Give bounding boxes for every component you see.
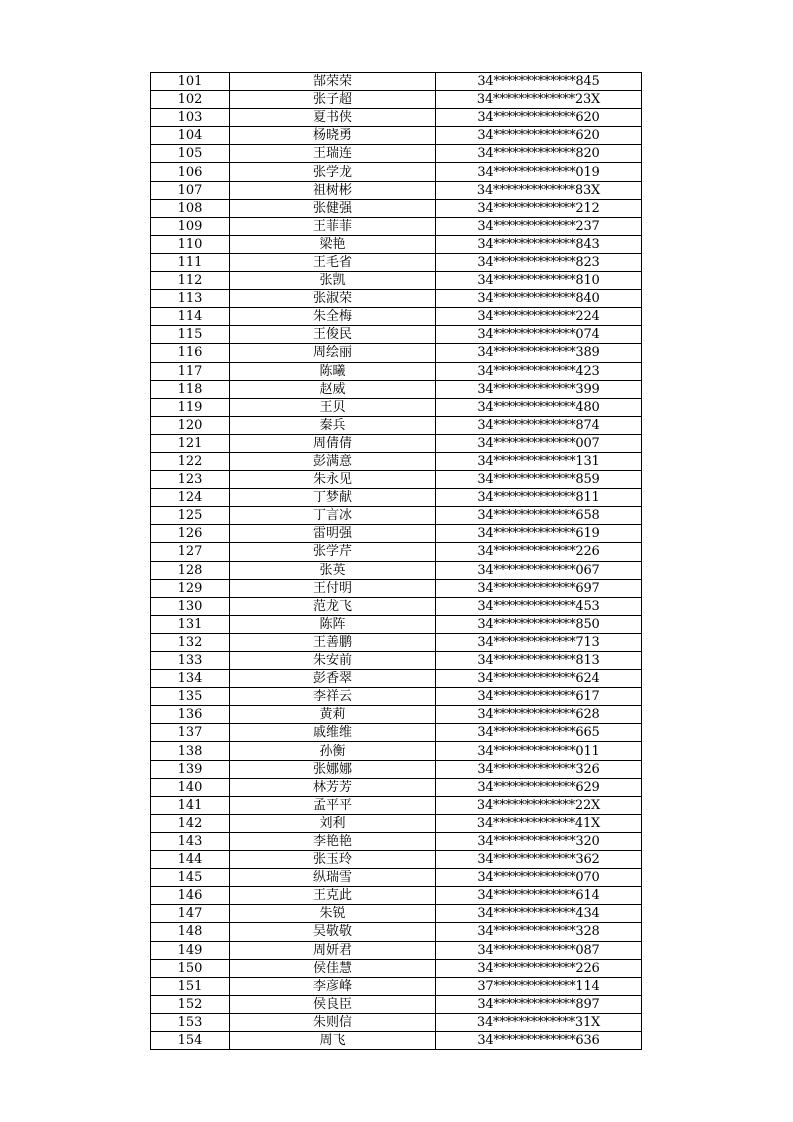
id-number-cell: 34*************226	[436, 959, 642, 977]
name-cell: 孟平平	[230, 796, 436, 814]
id-number-cell: 34*************629	[436, 778, 642, 796]
table-row	[151, 706, 642, 724]
table-row	[151, 670, 642, 688]
row-number-cell: 122	[151, 452, 230, 470]
name-cell: 黄莉	[230, 706, 436, 724]
name-cell: 张凯	[230, 272, 436, 290]
name-cell: 纵瑞雪	[230, 869, 436, 887]
id-number-cell: 34*************628	[436, 706, 642, 724]
row-number-cell: 124	[151, 489, 230, 507]
name-cell: 王付明	[230, 579, 436, 597]
row-number-cell: 153	[151, 1013, 230, 1031]
name-cell: 张子超	[230, 91, 436, 109]
row-number-cell: 138	[151, 742, 230, 760]
row-number-cell: 110	[151, 235, 230, 253]
name-cell: 朱永见	[230, 471, 436, 489]
id-number-cell: 34*************434	[436, 905, 642, 923]
table-row	[151, 887, 642, 905]
row-number-cell: 115	[151, 326, 230, 344]
id-number-cell: 34*************131	[436, 452, 642, 470]
id-number-cell: 34*************019	[436, 163, 642, 181]
row-number-cell: 132	[151, 633, 230, 651]
table-row	[151, 434, 642, 452]
row-number-cell: 129	[151, 579, 230, 597]
row-number-cell: 130	[151, 597, 230, 615]
name-cell: 李艳艳	[230, 832, 436, 850]
id-number-cell: 34*************399	[436, 380, 642, 398]
id-number-cell: 34*************224	[436, 308, 642, 326]
table-row	[151, 869, 642, 887]
row-number-cell: 154	[151, 1031, 230, 1049]
id-number-cell: 34*************620	[436, 109, 642, 127]
name-cell: 张学芹	[230, 543, 436, 561]
table-row	[151, 217, 642, 235]
roster-table	[150, 72, 642, 1050]
row-number-cell: 135	[151, 688, 230, 706]
name-cell: 雷明强	[230, 525, 436, 543]
id-number-cell: 34*************713	[436, 633, 642, 651]
name-cell: 王克此	[230, 887, 436, 905]
name-cell: 戚维维	[230, 724, 436, 742]
name-cell: 王毛省	[230, 253, 436, 271]
table-row	[151, 742, 642, 760]
id-number-cell: 34*************453	[436, 597, 642, 615]
id-number-cell: 34*************328	[436, 923, 642, 941]
name-cell: 刘利	[230, 814, 436, 832]
table-row	[151, 127, 642, 145]
name-cell: 张玉玲	[230, 851, 436, 869]
table-row	[151, 995, 642, 1013]
row-number-cell: 112	[151, 272, 230, 290]
id-number-cell: 34*************840	[436, 290, 642, 308]
table-row	[151, 145, 642, 163]
id-number-cell: 37*************114	[436, 977, 642, 995]
id-number-cell: 34*************31X	[436, 1013, 642, 1031]
name-cell: 李彦峰	[230, 977, 436, 995]
table-row	[151, 778, 642, 796]
name-cell: 丁梦献	[230, 489, 436, 507]
id-number-cell: 34*************624	[436, 670, 642, 688]
table-row	[151, 977, 642, 995]
row-number-cell: 119	[151, 398, 230, 416]
table-row	[151, 272, 642, 290]
row-number-cell: 105	[151, 145, 230, 163]
id-number-cell: 34*************480	[436, 398, 642, 416]
name-cell: 侯良臣	[230, 995, 436, 1013]
row-number-cell: 147	[151, 905, 230, 923]
id-number-cell: 34*************697	[436, 579, 642, 597]
id-number-cell: 34*************067	[436, 561, 642, 579]
table-row	[151, 597, 642, 615]
name-cell: 周倩倩	[230, 434, 436, 452]
row-number-cell: 149	[151, 941, 230, 959]
id-number-cell: 34*************007	[436, 434, 642, 452]
id-number-cell: 34*************620	[436, 127, 642, 145]
row-number-cell: 145	[151, 869, 230, 887]
name-cell: 王贝	[230, 398, 436, 416]
name-cell: 王俊民	[230, 326, 436, 344]
name-cell: 朱锐	[230, 905, 436, 923]
table-row	[151, 923, 642, 941]
table-row	[151, 525, 642, 543]
row-number-cell: 108	[151, 199, 230, 217]
name-cell: 张健强	[230, 199, 436, 217]
id-number-cell: 34*************614	[436, 887, 642, 905]
table-row	[151, 308, 642, 326]
row-number-cell: 144	[151, 851, 230, 869]
name-cell: 张淑荣	[230, 290, 436, 308]
row-number-cell: 137	[151, 724, 230, 742]
row-number-cell: 128	[151, 561, 230, 579]
id-number-cell: 34*************423	[436, 362, 642, 380]
id-number-cell: 34*************859	[436, 471, 642, 489]
id-number-cell: 34*************326	[436, 760, 642, 778]
table-row	[151, 199, 642, 217]
name-cell: 侯佳慧	[230, 959, 436, 977]
table-row	[151, 760, 642, 778]
id-number-cell: 34*************011	[436, 742, 642, 760]
name-cell: 陈曦	[230, 362, 436, 380]
row-number-cell: 148	[151, 923, 230, 941]
row-number-cell: 120	[151, 416, 230, 434]
table-row	[151, 579, 642, 597]
row-number-cell: 111	[151, 253, 230, 271]
id-number-cell: 34*************362	[436, 851, 642, 869]
table-row	[151, 452, 642, 470]
name-cell: 孙衡	[230, 742, 436, 760]
id-number-cell: 34*************619	[436, 525, 642, 543]
id-number-cell: 34*************226	[436, 543, 642, 561]
row-number-cell: 103	[151, 109, 230, 127]
name-cell: 周绘丽	[230, 344, 436, 362]
id-number-cell: 34*************874	[436, 416, 642, 434]
row-number-cell: 121	[151, 434, 230, 452]
row-number-cell: 150	[151, 959, 230, 977]
row-number-cell: 141	[151, 796, 230, 814]
name-cell: 王瑞连	[230, 145, 436, 163]
name-cell: 朱则信	[230, 1013, 436, 1031]
name-cell: 朱安前	[230, 652, 436, 670]
name-cell: 林芳芳	[230, 778, 436, 796]
id-number-cell: 34*************23X	[436, 91, 642, 109]
name-cell: 赵威	[230, 380, 436, 398]
table-row	[151, 344, 642, 362]
name-cell: 周妍君	[230, 941, 436, 959]
table-row	[151, 91, 642, 109]
name-cell: 周飞	[230, 1031, 436, 1049]
table-row	[151, 543, 642, 561]
table-row	[151, 398, 642, 416]
id-number-cell: 34*************41X	[436, 814, 642, 832]
row-number-cell: 104	[151, 127, 230, 145]
name-cell: 彭香翠	[230, 670, 436, 688]
table-row	[151, 471, 642, 489]
table-row	[151, 1013, 642, 1031]
id-number-cell: 34*************22X	[436, 796, 642, 814]
row-number-cell: 140	[151, 778, 230, 796]
row-number-cell: 107	[151, 181, 230, 199]
table-row	[151, 507, 642, 525]
name-cell: 丁言冰	[230, 507, 436, 525]
name-cell: 张学龙	[230, 163, 436, 181]
name-cell: 吴敬敬	[230, 923, 436, 941]
name-cell: 夏书侠	[230, 109, 436, 127]
table-row	[151, 561, 642, 579]
table-row	[151, 941, 642, 959]
name-cell: 梁艳	[230, 235, 436, 253]
table-row	[151, 163, 642, 181]
table-row	[151, 633, 642, 651]
table-row	[151, 851, 642, 869]
table-row	[151, 290, 642, 308]
id-number-cell: 34*************658	[436, 507, 642, 525]
name-cell: 王善鹏	[230, 633, 436, 651]
name-cell: 彭满意	[230, 452, 436, 470]
row-number-cell: 152	[151, 995, 230, 1013]
id-number-cell: 34*************074	[436, 326, 642, 344]
id-number-cell: 34*************617	[436, 688, 642, 706]
id-number-cell: 34*************850	[436, 615, 642, 633]
row-number-cell: 114	[151, 308, 230, 326]
name-cell: 杨晓勇	[230, 127, 436, 145]
row-number-cell: 102	[151, 91, 230, 109]
table-row	[151, 814, 642, 832]
table-row	[151, 905, 642, 923]
id-number-cell: 34*************070	[436, 869, 642, 887]
row-number-cell: 136	[151, 706, 230, 724]
row-number-cell: 146	[151, 887, 230, 905]
table-row	[151, 959, 642, 977]
id-number-cell: 34*************237	[436, 217, 642, 235]
id-number-cell: 34*************810	[436, 272, 642, 290]
table-row	[151, 416, 642, 434]
row-number-cell: 131	[151, 615, 230, 633]
row-number-cell: 133	[151, 652, 230, 670]
table-row	[151, 109, 642, 127]
row-number-cell: 143	[151, 832, 230, 850]
table-row	[151, 652, 642, 670]
row-number-cell: 125	[151, 507, 230, 525]
table-row	[151, 73, 642, 91]
table-row	[151, 362, 642, 380]
row-number-cell: 109	[151, 217, 230, 235]
table-row	[151, 235, 642, 253]
name-cell: 李祥云	[230, 688, 436, 706]
id-number-cell: 34*************83X	[436, 181, 642, 199]
id-number-cell: 34*************811	[436, 489, 642, 507]
name-cell: 范龙飞	[230, 597, 436, 615]
name-cell: 秦兵	[230, 416, 436, 434]
row-number-cell: 118	[151, 380, 230, 398]
id-number-cell: 34*************845	[436, 73, 642, 91]
id-number-cell: 34*************665	[436, 724, 642, 742]
row-number-cell: 142	[151, 814, 230, 832]
table-row	[151, 253, 642, 271]
row-number-cell: 123	[151, 471, 230, 489]
table-row	[151, 688, 642, 706]
row-number-cell: 134	[151, 670, 230, 688]
name-cell: 王菲菲	[230, 217, 436, 235]
name-cell: 陈阵	[230, 615, 436, 633]
table-row	[151, 615, 642, 633]
row-number-cell: 101	[151, 73, 230, 91]
table-row	[151, 1031, 642, 1049]
row-number-cell: 117	[151, 362, 230, 380]
name-cell: 朱全梅	[230, 308, 436, 326]
row-number-cell: 106	[151, 163, 230, 181]
name-cell: 郜荣荣	[230, 73, 436, 91]
id-number-cell: 34*************843	[436, 235, 642, 253]
table-row	[151, 181, 642, 199]
row-number-cell: 139	[151, 760, 230, 778]
table-row	[151, 832, 642, 850]
id-number-cell: 34*************389	[436, 344, 642, 362]
row-number-cell: 127	[151, 543, 230, 561]
id-number-cell: 34*************212	[436, 199, 642, 217]
table-row	[151, 326, 642, 344]
roster-table-body	[151, 73, 642, 1050]
name-cell: 张娜娜	[230, 760, 436, 778]
table-row	[151, 724, 642, 742]
table-row	[151, 796, 642, 814]
id-number-cell: 34*************087	[436, 941, 642, 959]
name-cell: 祖树彬	[230, 181, 436, 199]
row-number-cell: 113	[151, 290, 230, 308]
table-row	[151, 380, 642, 398]
id-number-cell: 34*************820	[436, 145, 642, 163]
table-row	[151, 489, 642, 507]
row-number-cell: 116	[151, 344, 230, 362]
row-number-cell: 151	[151, 977, 230, 995]
id-number-cell: 34*************823	[436, 253, 642, 271]
id-number-cell: 34*************636	[436, 1031, 642, 1049]
row-number-cell: 126	[151, 525, 230, 543]
name-cell: 张英	[230, 561, 436, 579]
id-number-cell: 34*************320	[436, 832, 642, 850]
id-number-cell: 34*************897	[436, 995, 642, 1013]
id-number-cell: 34*************813	[436, 652, 642, 670]
